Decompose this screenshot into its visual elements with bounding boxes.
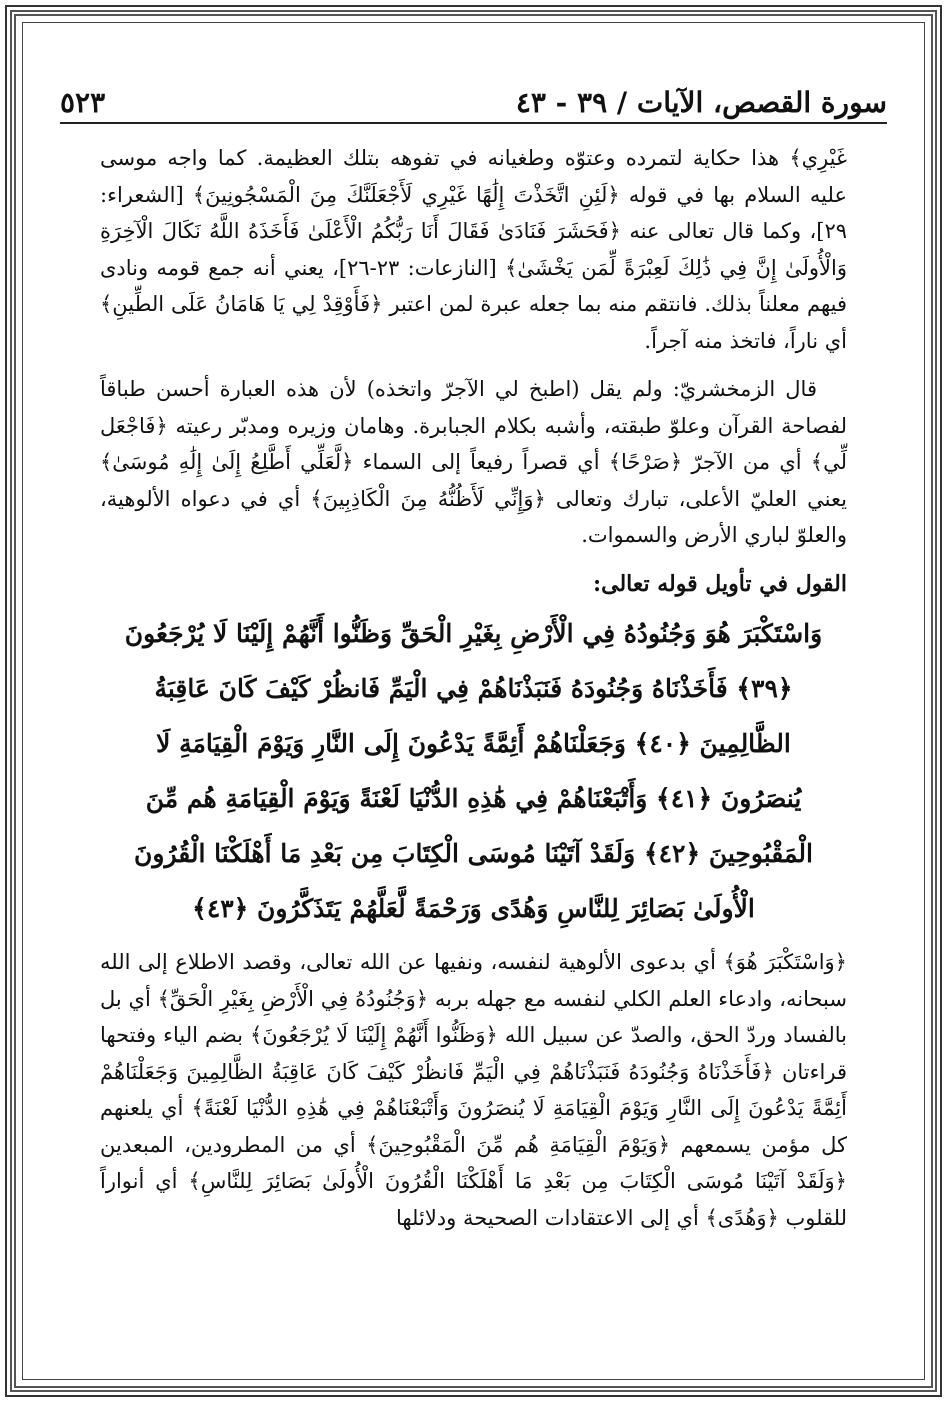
page-header: [60, 82, 887, 124]
quran-line: وَاسْتَكْبَرَ هُوَ وَجُنُودُهُ فِي الْأَرْضِ بِغَيْرِ الْحَقِّ وَظَنُّوا أَنَّهُمْ إِلَيْنَا لَا يُرْجَعُونَ: [124, 619, 823, 648]
quran-line: الْمَقْبُوحِينَ ﴿٤٢﴾ وَلَقَدْ آتَيْنَا مُوسَى الْكِتَابَ مِن بَعْدِ مَا أَهْلَكْنَا الْقُرُونَ: [134, 839, 813, 868]
quran-line: ﴿٣٩﴾ فَأَخَذْنَاهُ وَجُنُودَهُ فَنَبَذْنَاهُمْ فِي الْيَمِّ فَانظُرْ كَيْفَ كَانَ عَاقِبَةُ: [154, 674, 793, 703]
quran-line: الْأُولَىٰ بَصَائِرَ لِلنَّاسِ وَهُدًى وَرَحْمَةً لَّعَلَّهُمْ يَتَذَكَّرُونَ ﴿٤٣﴾: [192, 894, 755, 923]
quran-line: يُنصَرُونَ ﴿٤١﴾ وَأَتْبَعْنَاهُمْ فِي هَٰذِهِ الدُّنْيَا لَعْنَةً وَيَوْمَ الْقِيَامَةِ هُم مِّنَ: [145, 784, 802, 813]
quran-verses-block: [100, 606, 847, 936]
running-title: سورة القصص، الآيات / ٣٩ - ٤٣: [515, 85, 887, 119]
page-number: ٥٢٣: [60, 85, 106, 119]
paragraph-2: قال الزمخشريّ: ولم يقل (اطبخ لي الآجرّ واتخذه) لأن هذه العبارة أحسن طباقاً لفصاحة القرآن وعلوّ طبقته، وأشبه بكلام الجبابرة. وهامان وزيره ومدبّر رعيته ﴿فَاجْعَل لِّي﴾ أي من الآجرّ ﴿صَرْحًا﴾ أي قصراً رفيعاً إلى السماء ﴿لَّعَلِّي أَطَّلِعُ إِلَىٰ إِلَٰهِ مُوسَىٰ﴾ يعني العليّ الأعلى، تبارك وتعالى ﴿وَإِنِّي لَأَظُنُّهُ مِنَ الْكَاذِبِينَ﴾ أي في دعواه الألوهية، والعلوّ لباري الأرض والسموات.: [100, 377, 847, 547]
quran-line: الظَّالِمِينَ ﴿٤٠﴾ وَجَعَلْنَاهُمْ أَئِمَّةً يَدْعُونَ إِلَى النَّارِ وَيَوْمَ الْقِيَامَةِ لَا: [156, 729, 791, 758]
paragraph-1: غَيْرِي﴾ هذا حكاية لتمرده وعتوّه وطغيانه في تفوهه بتلك العظيمة. كما واجه موسى عليه السلام بها في قوله ﴿لَئِنِ اتَّخَذْتَ إِلَٰهًا غَيْرِي لَأَجْعَلَنَّكَ مِنَ الْمَسْجُونِينَ﴾ [الشعراء: ٢٩]، وكما قال تعالى عنه ﴿فَحَشَرَ فَنَادَىٰ فَقَالَ أَنَا رَبُّكُمُ الْأَعْلَىٰ فَأَخَذَهُ اللَّهُ نَكَالَ الْآخِرَةِ وَالْأُولَىٰ إِنَّ فِي ذَٰلِكَ لَعِبْرَةً لِّمَن يَخْشَىٰ﴾ [النازعات: ٢٣-٢٦]، يعني أنه جمع قومه ونادى فيهم معلناً بذلك. فانتقم منه بما جعله عبرة لمن اعتبر ﴿فَأَوْقِدْ لِي يَا هَامَانُ عَلَى الطِّينِ﴾ أي ناراً، فاتخذ منه آجراً.: [100, 146, 847, 353]
section-heading: القول في تأويل قوله تعالى:: [593, 570, 847, 597]
page-body: [100, 140, 847, 1342]
commentary-paragraph: ﴿وَاسْتَكْبَرَ هُوَ﴾ أي بدعوى الألوهية لنفسه، ونفيها عن الله تعالى، وقصد الاطلاع إلى الله سبحانه، وادعاء العلم الكلي لنفسه مع جهله بربه ﴿وَجُنُودُهُ فِي الْأَرْضِ بِغَيْرِ الْحَقِّ﴾ أي بل بالفساد وردّ الحق، والصدّ عن سبيل الله ﴿وَظَنُّوا أَنَّهُمْ إِلَيْنَا لَا يُرْجَعُونَ﴾ بضم الياء وفتحها قراءتان ﴿فَأَخَذْنَاهُ وَجُنُودَهُ فَنَبَذْنَاهُمْ فِي الْيَمِّ فَانظُرْ كَيْفَ كَانَ عَاقِبَةُ الظَّالِمِينَ وَجَعَلْنَاهُمْ أَئِمَّةً يَدْعُونَ إِلَى النَّارِ وَيَوْمَ الْقِيَامَةِ لَا يُنصَرُونَ وَأَتْبَعْنَاهُمْ فِي هَٰذِهِ الدُّنْيَا لَعْنَةً﴾ أي يلعنهم كل مؤمن يسمعهم ﴿وَيَوْمَ الْقِيَامَةِ هُم مِّنَ الْمَقْبُوحِينَ﴾ أي من المطرودين، المبعدين ﴿وَلَقَدْ آتَيْنَا مُوسَى الْكِتَابَ مِن بَعْدِ مَا أَهْلَكْنَا الْقُرُونَ الْأُولَىٰ بَصَائِرَ لِلنَّاسِ﴾ أي أنواراً للقلوب ﴿وَهُدًى﴾ أي إلى الاعتقادات الصحيحة ودلائلها: [100, 950, 847, 1230]
